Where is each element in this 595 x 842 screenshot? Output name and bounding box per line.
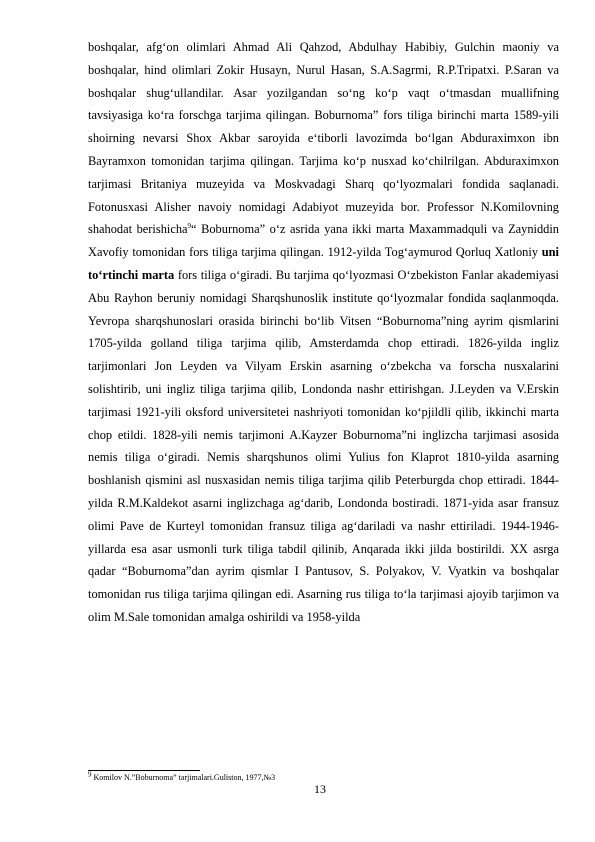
footnote-number: 9 bbox=[88, 770, 92, 779]
page-number: 13 bbox=[314, 782, 326, 796]
body-text-part2: “ Boburnoma” o‘z asrida yana ikki marta Maxammadquli va Zayniddin Xavofiy tomonidan fors tiliga tarjima qilingan. 1912-yilda Tog‘aymurod Qorluq Xatloniy bbox=[88, 222, 559, 260]
body-text-part3: fors tiliga o‘giradi. Bu tarjima qo‘lyozmasi O‘zbekiston Fanlar akademiyasi Abu Rayhon beruniy nomidagi Sharqshunoslik institute qo‘lyozmalar fondida saqlanmoqda. Yevropa sharqshunoslari orasida birinchi bo‘lib Vitsen “Boburnoma”ning ayrim qismlarini 1705-yilda golland tiliga tarjima qilib, Amsterdamda chop ettiradi. 1826-yilda ingliz tarjimonlari Jon Leyden va Vilyam Erskin asarning o‘zbekcha va forscha nusxalarini solishtirib, uni ingliz tiliga tarjima qilib, Londonda nashr ettirishgan. J.Leyden va V.Erskin tarjimasi 1921-yili oksford universitetei nashriyoti tomonidan ko‘pjildli qilib, ikkinchi marta chop etildi. 1828-yili nemis tarjimoni A.Kayzer Boburnoma”ni inglizcha tarjimasi asosida nemis tiliga o‘giradi. Nemis sharqshunos olimi Yulius fon Klaprot 1810-yilda asarning boshlanish qismini asl nusxasidan nemis tiliga tarjima qilib Peterburgda chop ettiradi. 1844-yilda R.M.Kaldekot asarni inglizchaga ag‘darib, Londonda bostiradi. 1871-yida asar fransuz olimi Pave de Kurteyl tomonidan fransuz tiliga ag‘dariladi va nashr ettiriladi. 1944-1946-yillarda esa asar usmonli turk tiliga tabdil qilinib, Anqarada ikki jilda bostirildi. XX asrga qadar “Boburnoma”dan ayrim qismlar I Pantusov, S. Polyakov, V. Vyatkin va boshqalar tomonidan rus tiliga tarjima qilingan edi. Asarning rus tiliga to‘la tarjimasi ajoyib tarjimon va olim M.Sale tomonidan amalga oshirildi va 1958-yilda bbox=[88, 267, 559, 624]
body-text-bold: uni to‘rtinchi marta bbox=[88, 245, 559, 282]
footnote-text: Komilov N.”Boburnoma” tarjimalari.Guliston, 1977,№3 bbox=[91, 773, 276, 782]
footnote-reference[interactable]: 9 bbox=[187, 222, 192, 231]
body-text-part1: boshqalar, afg‘on olimlari Ahmad Ali Qahzod, Abdulhay Habibiy, Gulchin maoniy va boshqalar, hind olimlari Zokir Husayn, Nurul Hasan, S.A.Sagrmi, R.P.Tripatxi. P.Saran va boshqalar shug‘ullandilar. Asar yozilgandan so‘ng ko‘p vaqt o‘tmasdan muallifning tavsiyasiga ko‘ra forschga tarjima qilingan. Boburnoma” fors tiliga birinchi marta 1589-yili shoirning nevarsi Shox Akbar saroyida e‘tiborli lavozimda bo‘lgan Abduraximxon ibn Bayramxon tomonidan tarjima qilingan. Tarjima ko‘p nusxad ko‘chilrilgan. Abduraximxon tarjimasi Britaniya muzeyida va Moskvadagi Sharq qo‘lyozmalari fondida saqlanadi. Fotonusxasi Alisher navoiy nomidagi Adabiyot muzeyida bor. Professor N.Komilovning shahodat berishicha bbox=[88, 40, 559, 237]
body-paragraph bbox=[88, 36, 559, 629]
document-body bbox=[88, 36, 559, 629]
footnote-divider bbox=[88, 770, 200, 771]
